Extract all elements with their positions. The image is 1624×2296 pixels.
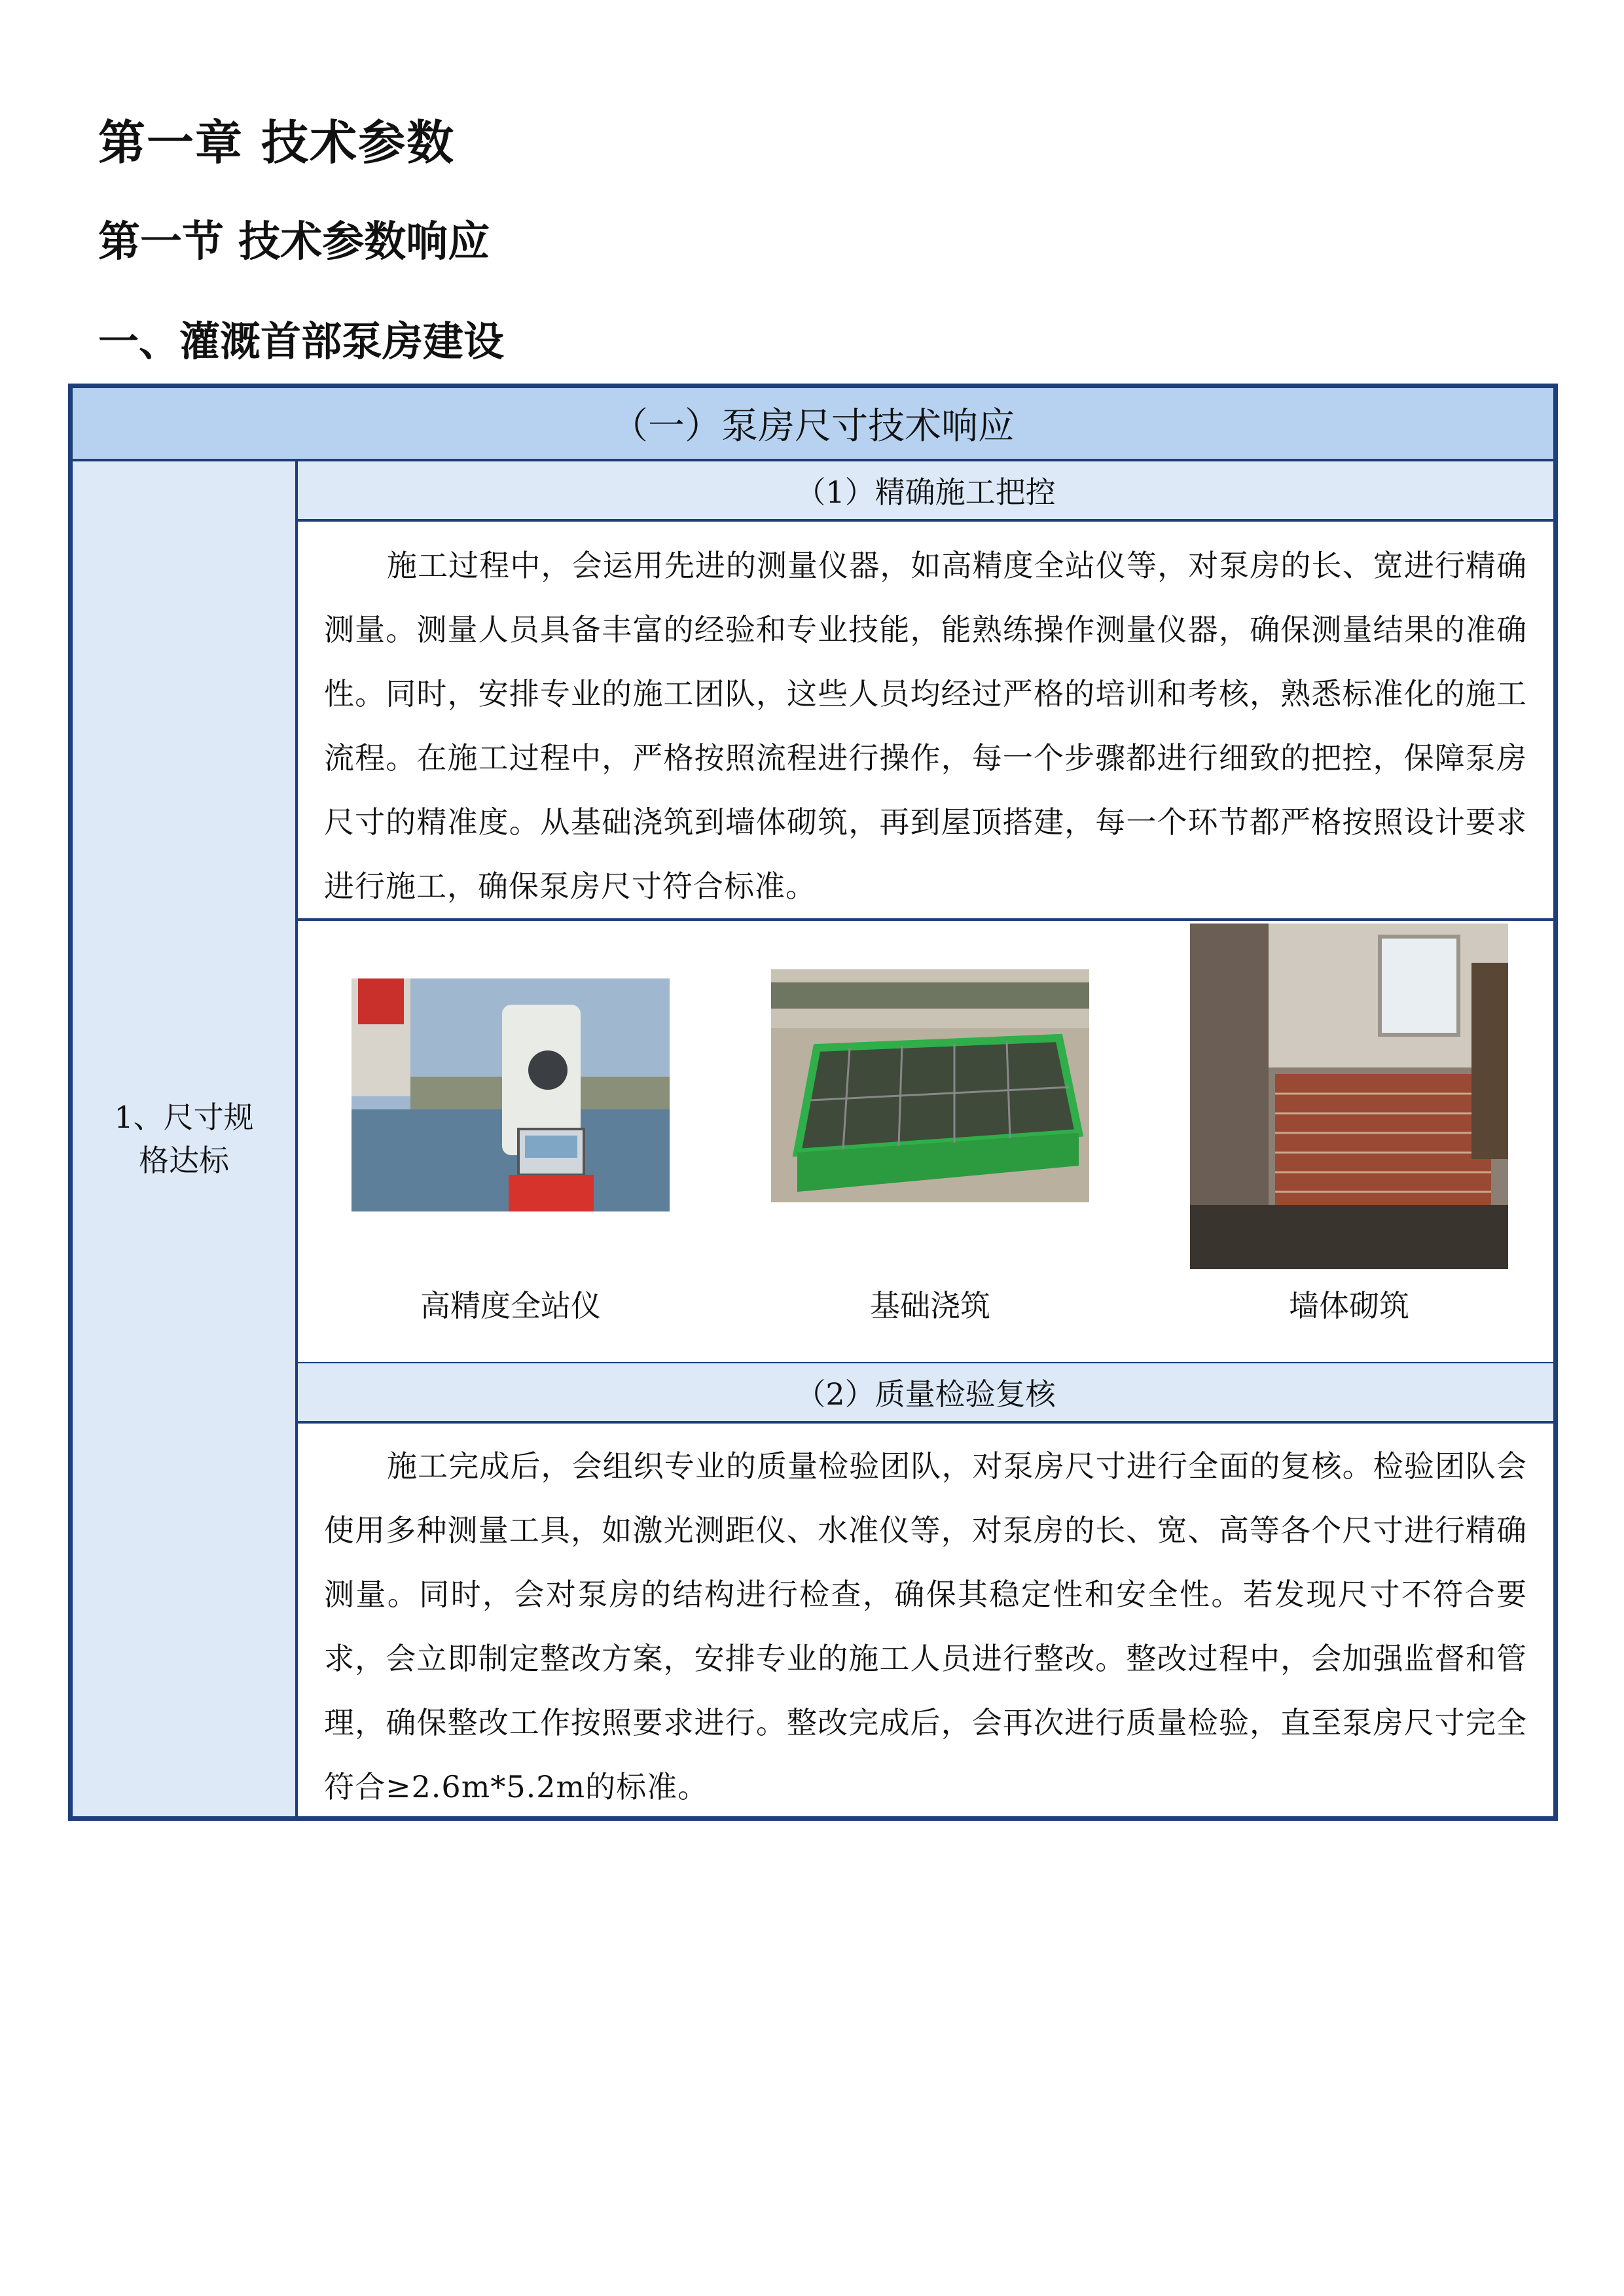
left-label-cell (73, 461, 298, 1816)
content-column (298, 461, 1553, 1816)
photo-caption-1: 高精度全站仪 (420, 1288, 601, 1323)
part2-paragraph: 施工完成后，会组织专业的质量检验团队，对泵房尺寸进行全面的复核。检验团队会使用多种测量工具，如激光测距仪、水准仪等，对泵房的长、宽、高等各个尺寸进行精确测量。同时，会对泵房的结构进行检查，确保其稳定性和安全性。若发现尺寸不符合要求，会立即制定整改方案，安排专业的施工人员进行整改。整改过程中，会加强监督和管理，确保整改工作按照要求进行。整改完成后，会再次进行质量检验，直至泵房尺寸完全符合≥2.6m*5.2m的标准。 (324, 1448, 1527, 1804)
divider (298, 918, 1553, 921)
foundation-pouring-photo (771, 969, 1089, 1202)
pump-house-response-table (68, 384, 1558, 1821)
wall-masonry-photo (1190, 924, 1508, 1269)
section-title: 第一节 技术参数响应 (98, 218, 490, 266)
subsection-title: 一、灌溉首部泵房建设 (98, 317, 505, 365)
photo-caption-2: 基础浇筑 (870, 1288, 990, 1323)
total-station-photo (352, 978, 670, 1211)
part2-heading: （2）质量检验复核 (298, 1363, 1553, 1424)
photo-caption-3: 墙体砌筑 (1289, 1288, 1409, 1323)
left-label: 1、尺寸规格达标 (114, 1100, 254, 1178)
part1-paragraph: 施工过程中，会运用先进的测量仪器，如高精度全站仪等，对泵房的长、宽进行精确测量。测量人员具备丰富的经验和专业技能，能熟练操作测量仪器，确保测量结果的准确性。同时，安排专业的施工团队，这些人员均经过严格的培训和考核，熟悉标准化的施工流程。在施工过程中，严格按照流程进行操作，每一个步骤都进行细致的把控，保障泵房尺寸的精准度。从基础浇筑到墙体砌筑，再到屋顶搭建，每一个环节都严格按照设计要求进行施工，确保泵房尺寸符合标准。 (324, 548, 1527, 904)
part1-heading: （1）精确施工把控 (298, 461, 1553, 522)
table-title: （一）泵房尺寸技术响应 (73, 388, 1553, 461)
chapter-title: 第一章 技术参数 (98, 115, 456, 170)
